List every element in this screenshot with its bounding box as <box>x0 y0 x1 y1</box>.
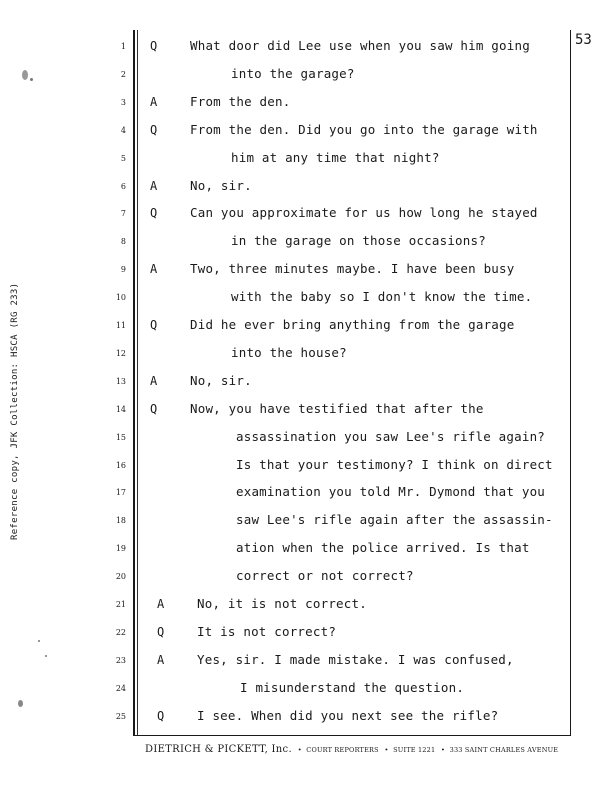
testimony-text: into the garage? <box>231 65 355 81</box>
line-number: 14 <box>115 404 126 414</box>
line-number: 20 <box>115 572 126 582</box>
transcript-line <box>0 289 612 307</box>
line-number: 6 <box>120 181 126 191</box>
line-number: 15 <box>115 432 126 442</box>
speaker-label: Q <box>150 122 158 137</box>
line-number: 11 <box>115 321 126 330</box>
transcript-line <box>0 540 612 558</box>
speaker-label: A <box>150 262 158 277</box>
footer-address: 333 SAINT CHARLES AVENUE <box>449 746 559 754</box>
testimony-text: What door did Lee use when you saw him going <box>190 38 530 53</box>
transcript-line <box>0 122 612 140</box>
line-number: 18 <box>115 516 126 526</box>
speaker-label: A <box>157 652 165 667</box>
transcript-line <box>0 317 612 335</box>
transcript-line <box>0 373 612 391</box>
transcript-line <box>0 429 612 447</box>
testimony-text: into the house? <box>231 344 347 360</box>
speaker-label: Q <box>150 318 158 332</box>
speaker-label: A <box>150 94 158 109</box>
line-number: 23 <box>115 655 126 665</box>
testimony-text: with the baby so I don't know the time. <box>231 289 533 305</box>
transcript-line <box>0 66 612 84</box>
speaker-label: A <box>150 178 158 193</box>
testimony-text: Is that your testimony? I think on direct <box>236 456 553 472</box>
speaker-label: A <box>157 597 165 611</box>
testimony-text: correct or not correct? <box>236 568 414 584</box>
testimony-text: No, sir. <box>190 177 252 193</box>
transcript-line <box>0 512 612 530</box>
speaker-label: Q <box>157 708 165 723</box>
line-number: 21 <box>115 600 126 609</box>
transcript-line <box>0 652 612 670</box>
transcript-line <box>0 261 612 279</box>
testimony-text: It is not correct? <box>197 623 337 639</box>
testimony-text: ation when the police arrived. Is that <box>236 540 530 556</box>
transcript-line <box>0 345 612 363</box>
footer-suite: SUITE 1221 <box>393 746 436 754</box>
line-number: 10 <box>115 293 126 303</box>
line-number: 2 <box>120 69 126 79</box>
line-number: 4 <box>120 125 126 135</box>
footer-role: COURT REPORTERS <box>306 746 379 754</box>
line-number: 19 <box>115 544 126 554</box>
testimony-text: Did he ever bring anything from the garage <box>190 317 515 332</box>
line-number: 5 <box>120 153 126 163</box>
scan-speck <box>18 700 23 707</box>
line-number: 9 <box>120 265 126 275</box>
testimony-text: him at any time that night? <box>231 149 440 165</box>
transcript-line <box>0 233 612 251</box>
line-number: 17 <box>115 488 126 498</box>
speaker-label: Q <box>150 206 158 221</box>
testimony-text: examination you told Mr. Dymond that you <box>236 484 546 500</box>
reporter-footer: DIETRICH & PICKETT, Inc. • COURT REPORTERS • SUITE 1221 • 333 SAINT CHARLES AVENUE <box>145 744 559 755</box>
testimony-text: From the den. Did you go into the garage with <box>190 121 538 137</box>
testimony-text: Yes, sir. I made mistake. I was confused, <box>197 651 514 667</box>
speaker-label: Q <box>150 401 158 416</box>
testimony-text: Two, three minutes maybe. I have been busy <box>190 261 515 277</box>
line-number: 13 <box>115 376 126 386</box>
scan-speck <box>22 70 28 80</box>
transcript-line <box>0 457 612 475</box>
transcript-line <box>0 205 612 223</box>
footer-firm: DIETRICH & PICKETT, Inc. <box>145 744 292 755</box>
testimony-text: in the garage on those occasions? <box>231 233 486 249</box>
transcript-line <box>0 150 612 168</box>
scan-speck <box>45 655 47 657</box>
transcript-line <box>0 680 612 698</box>
line-number: 25 <box>115 711 126 721</box>
transcript-line <box>0 484 612 502</box>
scan-speck <box>38 640 40 642</box>
bottom-rule <box>133 735 571 736</box>
line-number: 1 <box>120 42 126 51</box>
testimony-text: saw Lee's rifle again after the assassin- <box>236 512 553 528</box>
scan-speck <box>30 78 33 81</box>
page-number: 53 <box>575 32 592 48</box>
line-number: 3 <box>120 97 126 107</box>
testimony-text: assassination you saw Lee's rifle again? <box>236 428 546 444</box>
speaker-label: Q <box>150 39 158 53</box>
transcript-line <box>0 38 612 56</box>
transcript-line <box>0 568 612 586</box>
testimony-text: I see. When did you next see the rifle? <box>197 707 499 723</box>
transcript-line <box>0 94 612 112</box>
transcript-line <box>0 401 612 419</box>
line-number: 16 <box>115 460 126 470</box>
line-number: 8 <box>120 237 126 247</box>
testimony-text: No, it is not correct. <box>197 596 367 611</box>
transcript-line <box>0 596 612 614</box>
speaker-label: A <box>150 373 158 388</box>
testimony-text: No, sir. <box>190 372 252 388</box>
speaker-label: Q <box>157 624 165 639</box>
transcript-line <box>0 624 612 642</box>
testimony-text: Can you approximate for us how long he stayed <box>190 205 538 221</box>
testimony-text: From the den. <box>190 93 291 109</box>
line-number: 22 <box>115 627 126 637</box>
testimony-text: Now, you have testified that after the <box>190 400 484 416</box>
line-number: 7 <box>120 209 126 219</box>
transcript-line <box>0 708 612 726</box>
reference-copy-note: Reference copy, JFK Collection: HSCA (RG 233) <box>10 282 20 540</box>
line-number: 12 <box>115 348 126 358</box>
transcript-line <box>0 178 612 196</box>
line-number: 24 <box>115 683 126 693</box>
testimony-text: I misunderstand the question. <box>240 679 465 695</box>
